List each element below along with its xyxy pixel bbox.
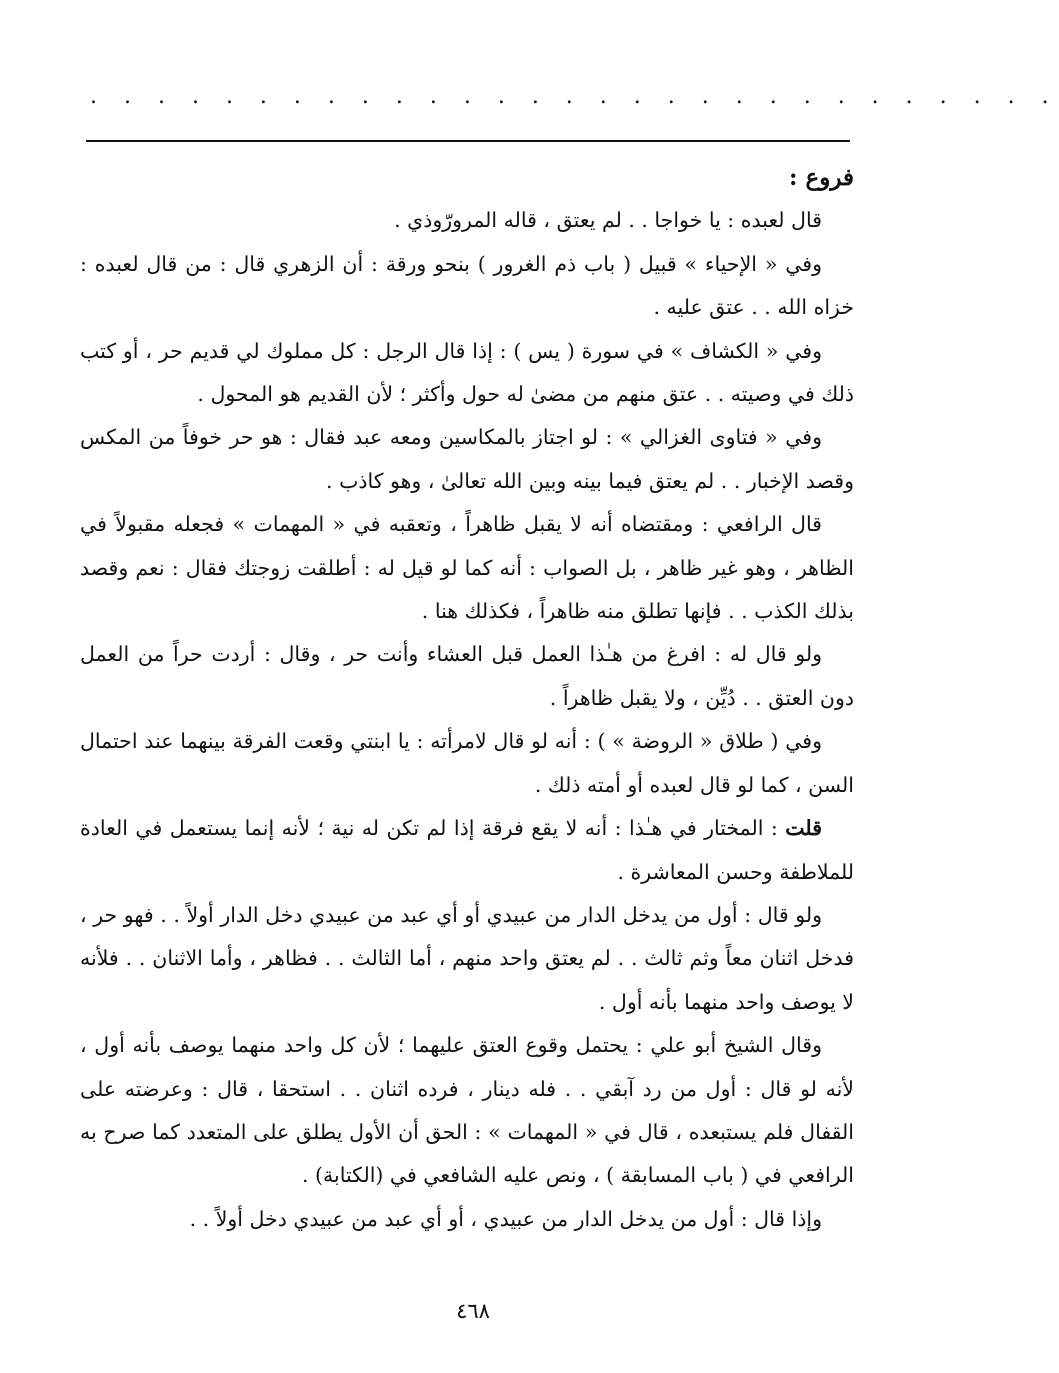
header-dotted-line: . . . . . . . . . . . . . . . . . . . . . . . . . . . . .	[90, 84, 1059, 109]
page-number: ٤٦٨	[456, 1299, 490, 1323]
paragraph: قال الرافعي : ومقتضاه أنه لا يقبل ظاهراً ، وتعقبه في « المهمات » فجعله مقبولاً في الظاهر ، وهو غير ظاهر ، بل الصواب : أنه كما لو قيل له : أطلقت زوجتك فقال : نعم وقصد بذلك الكذب . . فإنها تطلق منه ظاهراً ، فكذلك هنا .	[80, 512, 854, 624]
paragraph: ولو قال له : افرغ من هـٰذا العمل قبل العشاء وأنت حر ، وقال : أردت حراً من العمل دون العتق . . دُيِّن ، ولا يقبل ظاهراً .	[80, 642, 854, 710]
qult-lead: قلت	[785, 816, 822, 841]
header-rule	[86, 140, 850, 142]
paragraph: وقال الشيخ أبو علي : يحتمل وقوع العتق عليهما ؛ لأن كل واحد منهما يوصف بأنه أول ، لأنه لو قال : أول من رد آبقي . . فله دينار ، فرده اثنان . . استحقا ، قال : وعرضته على القفال فلم يستبعده ، قال في « المهمات » : الحق أن الأول يطلق على المتعدد كما صرح به الرافعي في ( باب المسابقة ) ، ونص عليه الشافعي في (الكتابة) .	[80, 1033, 854, 1188]
main-text	[80, 156, 854, 1241]
paragraph: وإذا قال : أول من يدخل الدار من عبيدي ، أو أي عبد من عبيدي دخل أولاً . .	[189, 1206, 822, 1231]
paragraph: وفي « الإحياء » قبيل ( باب ذم الغرور ) بنحو ورقة : أن الزهري قال : من قال لعبده : خزاه الله . . عتق عليه .	[80, 251, 854, 320]
paragraph: ولو قال : أول من يدخل الدار من عبيدي أو أي عبد من عبيدي دخل الدار أولاً . . فهو حر ، فدخل اثنان معاً وثم ثالث . . لم يعتق واحد منهم ، أما الثالث . . فظاهر ، وأما الاثنان . . فلأنه لا يوصف واحد منهما بأنه أول .	[80, 902, 854, 1014]
qult-text: : المختار في هـٰذا : أنه لا يقع فرقة إذا لم تكن له نية ؛ لأنه إنما يستعمل في العادة للملاطفة وحسن المعاشرة .	[80, 816, 854, 884]
qult-paragraph	[80, 807, 854, 894]
paragraph: وفي ( طلاق « الروضة » ) : أنه لو قال لامرأته : يا ابنتي وقعت الفرقة بينهما عند احتمال السن ، كما لو قال لعبده أو أمته ذلك .	[80, 729, 854, 797]
paragraph: وفي « الكشاف » في سورة ( يس ) : إذا قال الرجل : كل مملوك لي قديم حر ، أو كتب ذلك في وصيته . . عتق منهم من مضىٰ له حول وأكثر ؛ لأن القديم هو المحول .	[80, 338, 854, 407]
paragraph: قال لعبده : يا خواجا . . لم يعتق ، قاله المرورّوذي .	[394, 208, 822, 233]
section-heading: فروع :	[788, 164, 854, 191]
paragraph: وفي « فتاوى الغزالي » : لو اجتاز بالمكاسين ومعه عبد فقال : هو حر خوفاً من المكس وقصد الإخبار . . لم يعتق فيما بينه وبين الله تعالىٰ ، وهو كاذب .	[80, 425, 854, 493]
